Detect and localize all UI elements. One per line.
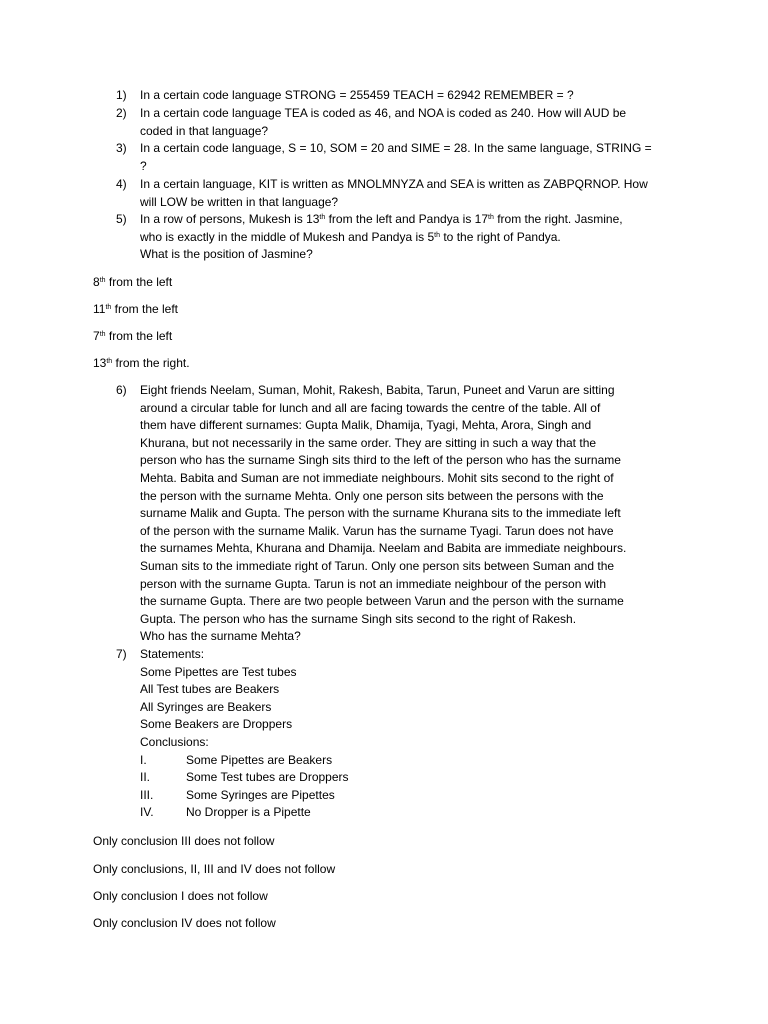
answer-option: Only conclusion I does not follow: [93, 889, 268, 903]
conclusion: II. Some Test tubes are Droppers: [140, 770, 349, 785]
question-text: In a certain code language TEA is coded as 46, and NOA is coded as 240. How will AUD be: [140, 106, 627, 120]
question-text: Who has the surname Mehta?: [140, 629, 301, 644]
statement: Some Beakers are Droppers: [140, 717, 293, 732]
conclusions-label: Conclusions:: [140, 734, 209, 749]
question-text: will LOW be written in that language?: [140, 194, 339, 209]
question-text: around a circular table for lunch and all are facing towards the centre of the table. All of: [140, 400, 601, 415]
answer-option: 8th from the left: [93, 275, 173, 289]
answer-option: 11th from the left: [93, 302, 179, 316]
question-text: In a row of persons, Mukesh is 13th from the left and Pandya is 17th from the right. Jasmine,: [140, 212, 623, 226]
question-text: of the person with the surname Malik. Varun has the surname Tyagi. Tarun does not have: [140, 523, 614, 538]
question-number: 3): [116, 141, 127, 155]
question-text: the surname Gupta. There are two people between Varun and the person with the surname: [140, 594, 624, 609]
answer-option: 7th from the left: [93, 329, 173, 343]
question-text: In a certain code language STRONG = 255459 TEACH = 62942 REMEMBER = ?: [140, 88, 574, 102]
question-text: the person with the surname Mehta. Only one person sits between the persons with the: [140, 488, 604, 503]
question-text: ?: [140, 158, 147, 173]
question-text: Khurana, but not necessarily in the same order. They are sitting in such a way that the: [140, 435, 597, 450]
conclusion: III. Some Syringes are Pipettes: [140, 787, 335, 802]
question-text: In a certain code language, S = 10, SOM = 20 and SIME = 28. In the same language, STRING =: [140, 141, 652, 155]
question-number: 1): [116, 88, 127, 102]
question-number: 4): [116, 177, 127, 191]
statement: All Syringes are Beakers: [140, 699, 272, 714]
question-text: person who has the surname Singh sits third to the left of the person who has the surname: [140, 453, 621, 468]
answer-option: Only conclusions, II, III and IV does not follow: [93, 862, 336, 876]
question-text: person with the surname Gupta. Tarun is not an immediate neighbour of the person with: [140, 576, 607, 591]
question-text: Gupta. The person who has the surname Singh sits second to the right of Rakesh.: [140, 611, 577, 626]
question-text: Suman sits to the immediate right of Tarun. Only one person sits between Suman and the: [140, 558, 615, 573]
question-text: What is the position of Jasmine?: [140, 247, 313, 262]
conclusion: I. Some Pipettes are Beakers: [140, 752, 333, 767]
question-number: 6): [116, 383, 127, 397]
answer-option: 13th from the right.: [93, 356, 190, 370]
conclusion: IV. No Dropper is a Pipette: [140, 805, 311, 820]
statement: Some Pipettes are Test tubes: [140, 664, 297, 679]
question-number: 7): [116, 647, 127, 661]
question-number: 2): [116, 106, 127, 120]
question-text: In a certain language, KIT is written as MNOLMNYZA and SEA is written as ZABPQRNOP. How: [140, 177, 648, 191]
question-text: Mehta. Babita and Suman are not immediate neighbours. Mohit sits second to the right of: [140, 470, 614, 485]
statement: All Test tubes are Beakers: [140, 682, 280, 697]
question-text: surname Malik and Gupta. The person with the surname Khurana sits to the immediate left: [140, 506, 621, 521]
question-text: them have different surnames: Gupta Malik, Dhamija, Tyagi, Mehta, Arora, Singh and: [140, 418, 592, 433]
answer-option: Only conclusion III does not follow: [93, 834, 275, 848]
question-text: who is exactly in the middle of Mukesh and Pandya is 5th to the right of Pandya.: [140, 229, 561, 244]
question-text: the surnames Mehta, Khurana and Dhamija. Neelam and Babita are immediate neighbours.: [140, 541, 627, 556]
question-text: Eight friends Neelam, Suman, Mohit, Rakesh, Babita, Tarun, Puneet and Varun are sitting: [140, 383, 615, 397]
answer-option: Only conclusion IV does not follow: [93, 916, 276, 930]
question-number: 5): [116, 212, 127, 226]
question-text: coded in that language?: [140, 123, 269, 138]
statements-label: Statements:: [140, 647, 205, 661]
